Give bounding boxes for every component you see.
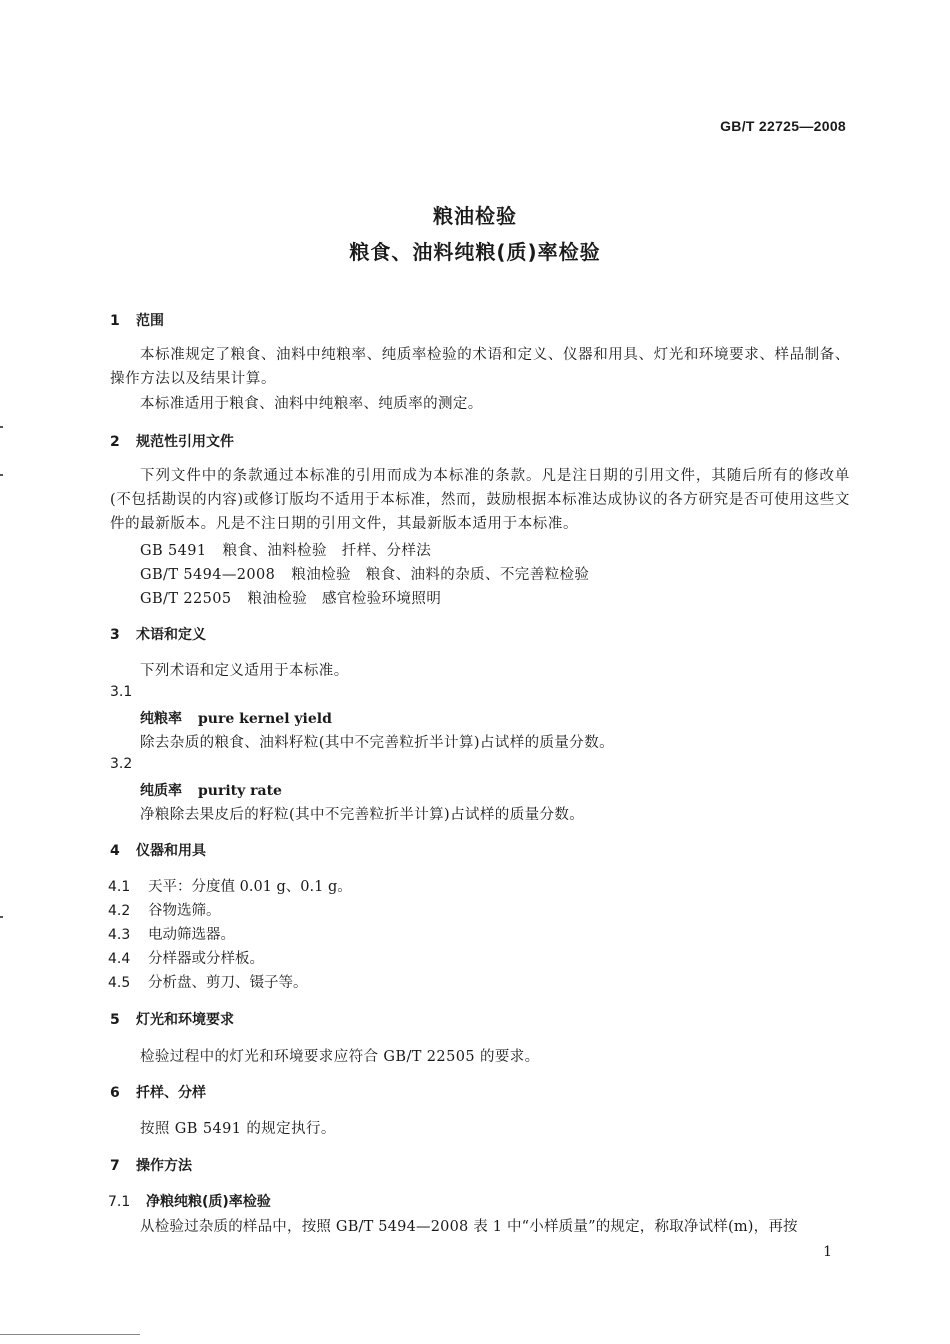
item-text: 分样器或分样板。 (148, 951, 264, 967)
scan-mark (0, 474, 3, 476)
list-item (108, 899, 221, 920)
scan-mark (0, 426, 3, 428)
section-1-paragraph-2: 本标准适用于粮食、油料中纯粮率、纯质率的测定。 (140, 396, 483, 412)
reference-item (140, 539, 431, 560)
term-english: pure kernel yield (198, 711, 332, 727)
section-number: 5 (110, 1012, 120, 1028)
page-number: 1 (823, 1244, 832, 1260)
section-5-heading (110, 1009, 234, 1029)
item-number: 4.2 (108, 903, 131, 919)
bottom-rule (0, 1334, 140, 1335)
section-title: 扦样、分样 (136, 1085, 206, 1101)
section-number: 1 (110, 313, 120, 329)
term-heading (140, 708, 332, 728)
subsection-7-1-heading (108, 1191, 271, 1211)
section-number: 3 (110, 627, 120, 643)
section-3-paragraph-1: 下列术语和定义适用于本标准。 (140, 663, 349, 679)
item-number: 4.5 (108, 975, 131, 991)
reference-item (140, 587, 441, 608)
subsection-title: 净粮纯粮(质)率检验 (146, 1194, 271, 1210)
section-number: 6 (110, 1085, 120, 1101)
section-2-heading (110, 431, 234, 451)
term-chinese: 纯质率 (140, 783, 182, 799)
title-line-2: 粮食、油料纯粮(质)率检验 (349, 240, 601, 264)
term-definition: 净粮除去果皮后的籽粒(其中不完善粒折半计算)占试样的质量分数。 (140, 807, 585, 823)
reference-code: GB/T 22505 (140, 591, 232, 607)
section-7-heading (110, 1155, 192, 1175)
item-number: 4.3 (108, 927, 131, 943)
list-item (108, 947, 264, 968)
section-title: 范围 (136, 313, 164, 329)
term-heading (140, 780, 282, 800)
item-number: 4.4 (108, 951, 131, 967)
scan-mark (0, 916, 3, 918)
list-item (108, 971, 308, 992)
title-line-1: 粮油检验 (433, 204, 517, 228)
item-text: 天平：分度值 0.01 g、0.1 g。 (148, 879, 352, 895)
term-number: 3.2 (110, 756, 133, 772)
section-6-heading (110, 1082, 206, 1102)
standard-number: GB/T 22725—2008 (720, 118, 846, 134)
list-item (108, 875, 352, 896)
section-title: 规范性引用文件 (136, 434, 234, 450)
list-item (108, 923, 235, 944)
section-title: 操作方法 (136, 1158, 192, 1174)
reference-code: GB 5491 (140, 543, 207, 559)
section-5-paragraph-1: 检验过程中的灯光和环境要求应符合 GB/T 22505 的要求。 (140, 1049, 540, 1065)
reference-title: 粮油检验 感官检验环境照明 (247, 591, 442, 607)
item-text: 电动筛选器。 (148, 927, 235, 943)
section-number: 2 (110, 434, 120, 450)
reference-title: 粮油检验 粮食、油料的杂质、不完善粒检验 (291, 567, 590, 583)
section-6-paragraph-1: 按照 GB 5491 的规定执行。 (140, 1121, 336, 1137)
section-1-paragraph-1: 本标准规定了粮食、油料中纯粮率、纯质率检验的术语和定义、仪器和用具、灯光和环境要求、样品制备、操作方法以及结果计算。 (110, 347, 850, 387)
section-4-heading (110, 840, 206, 860)
section-title: 仪器和用具 (136, 843, 206, 859)
subsection-number: 7.1 (108, 1194, 131, 1210)
item-text: 分析盘、剪刀、镊子等。 (148, 975, 308, 991)
subsection-7-1-paragraph: 从检验过杂质的样品中，按照 GB/T 5494—2008 表 1 中“小样质量”的规定，称取净试样(m)，再按 (140, 1219, 798, 1235)
section-1-heading (110, 310, 164, 330)
term-number: 3.1 (110, 684, 133, 700)
section-title: 术语和定义 (136, 627, 206, 643)
term-definition: 除去杂质的粮食、油料籽粒(其中不完善粒折半计算)占试样的质量分数。 (140, 735, 615, 751)
term-english: purity rate (198, 783, 282, 799)
item-text: 谷物选筛。 (148, 903, 221, 919)
reference-title: 粮食、油料检验 扦样、分样法 (222, 543, 432, 559)
section-2-paragraph-1: 下列文件中的条款通过本标准的引用而成为本标准的条款。凡是注日期的引用文件，其随后所有的修改单(不包括勘误的内容)或修订版均不适用于本标准，然而，鼓励根据本标准达成协议的各方研究是否可使用这些文件的最新版本。凡是不注日期的引用文件，其最新版本适用于本标准。 (110, 468, 850, 532)
term-chinese: 纯粮率 (140, 711, 182, 727)
section-title: 灯光和环境要求 (136, 1012, 234, 1028)
section-number: 4 (110, 843, 120, 859)
section-3-heading (110, 624, 206, 644)
reference-code: GB/T 5494—2008 (140, 567, 276, 583)
item-number: 4.1 (108, 879, 131, 895)
reference-item (140, 563, 589, 584)
section-number: 7 (110, 1158, 120, 1174)
